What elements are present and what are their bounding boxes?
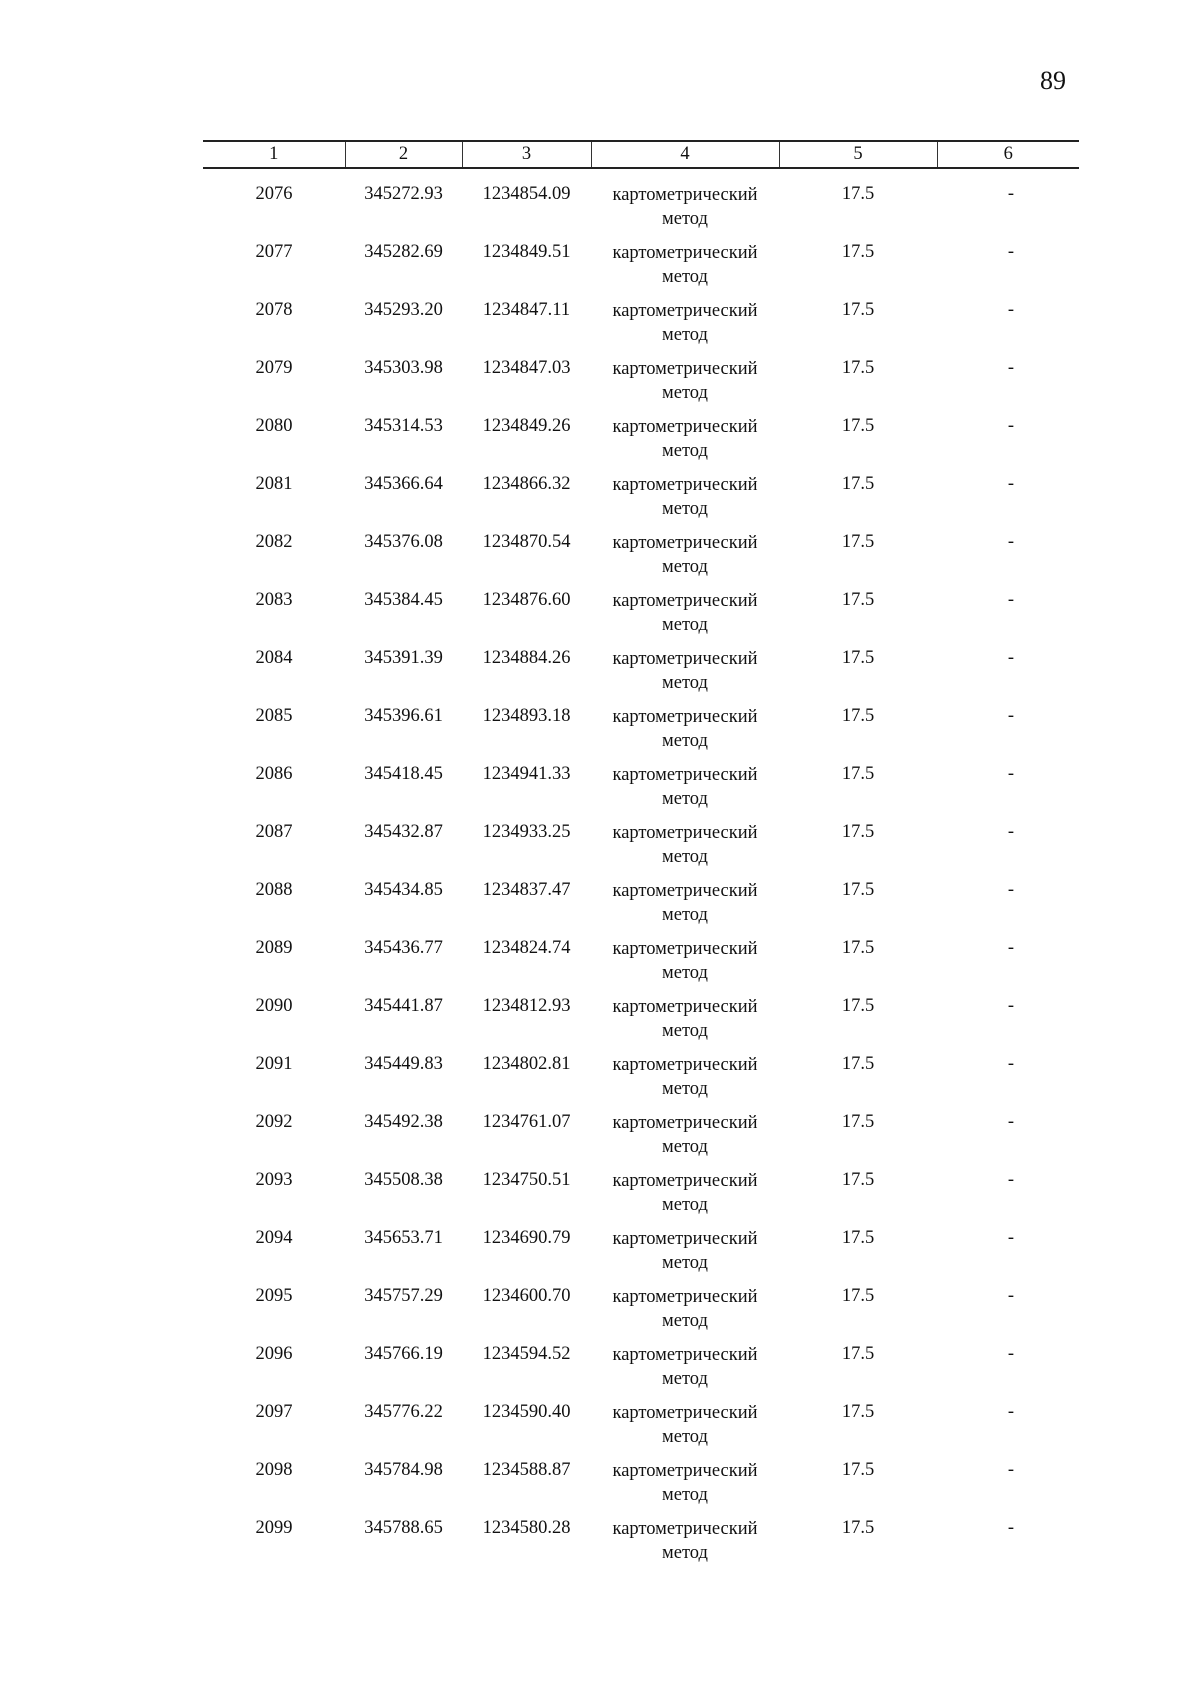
- accuracy-cell: 17.5: [841, 1518, 875, 1538]
- x-coordinate-cell: 345418.45: [364, 764, 443, 784]
- y-coordinate-cell: 1234824.74: [482, 938, 571, 958]
- method-cell: [591, 763, 779, 821]
- method-line-2: метод: [662, 267, 708, 287]
- method-cell: [591, 1517, 779, 1575]
- method-cell: [591, 1227, 779, 1285]
- method-line-1: картометрический: [612, 1171, 758, 1191]
- point-number-cell: 2085: [255, 706, 293, 726]
- x-coordinate-cell: 345432.87: [364, 822, 443, 842]
- method-cell: [591, 1343, 779, 1401]
- page-number: 89: [1040, 66, 1066, 95]
- point-number-cell: 2080: [255, 416, 293, 436]
- method-line-1: картометрический: [612, 301, 758, 321]
- point-number-cell: 2091: [255, 1054, 293, 1074]
- table-body: [203, 168, 1079, 1575]
- method-line-2: метод: [662, 1079, 708, 1099]
- note-cell: -: [1007, 1170, 1015, 1190]
- y-coordinate-cell: 1234849.26: [482, 416, 571, 436]
- method-cell: [591, 357, 779, 415]
- method-cell: [591, 705, 779, 763]
- y-coordinate-cell: 1234761.07: [482, 1112, 571, 1132]
- accuracy-cell: 17.5: [841, 1460, 875, 1480]
- y-coordinate-cell: 1234847.11: [482, 300, 571, 320]
- method-line-2: метод: [662, 383, 708, 403]
- method-line-1: картометрический: [612, 1345, 758, 1365]
- accuracy-cell: 17.5: [841, 1170, 875, 1190]
- method-cell: [591, 995, 779, 1053]
- method-line-2: метод: [662, 1311, 708, 1331]
- y-coordinate-cell: 1234837.47: [482, 880, 571, 900]
- accuracy-cell: 17.5: [841, 706, 875, 726]
- note-cell: -: [1007, 1402, 1015, 1422]
- y-coordinate-cell: 1234812.93: [482, 996, 571, 1016]
- method-line-1: картометрический: [612, 475, 758, 495]
- table-row: [203, 241, 1079, 299]
- point-number-cell: 2083: [255, 590, 293, 610]
- y-coordinate-cell: 1234854.09: [482, 184, 571, 204]
- accuracy-cell: 17.5: [841, 358, 875, 378]
- note-cell: -: [1007, 1054, 1015, 1074]
- x-coordinate-cell: 345757.29: [364, 1286, 443, 1306]
- note-cell: -: [1007, 300, 1015, 320]
- point-number-cell: 2076: [255, 184, 293, 204]
- accuracy-cell: 17.5: [841, 1286, 875, 1306]
- method-line-2: метод: [662, 499, 708, 519]
- point-number-cell: 2090: [255, 996, 293, 1016]
- point-number-cell: 2084: [255, 648, 293, 668]
- x-coordinate-cell: 345784.98: [364, 1460, 443, 1480]
- point-number-cell: 2088: [255, 880, 293, 900]
- method-line-2: метод: [662, 209, 708, 229]
- table-row: [203, 821, 1079, 879]
- method-line-1: картометрический: [612, 649, 758, 669]
- note-cell: -: [1007, 590, 1015, 610]
- column-header-6: 6: [937, 141, 1079, 168]
- x-coordinate-cell: 345449.83: [364, 1054, 443, 1074]
- method-cell: [591, 589, 779, 647]
- accuracy-cell: 17.5: [841, 242, 875, 262]
- method-line-1: картометрический: [612, 1055, 758, 1075]
- method-line-2: метод: [662, 847, 708, 867]
- method-line-2: метод: [662, 1137, 708, 1157]
- method-line-2: метод: [662, 789, 708, 809]
- accuracy-cell: 17.5: [841, 822, 875, 842]
- method-line-1: картометрический: [612, 939, 758, 959]
- note-cell: -: [1007, 648, 1015, 668]
- x-coordinate-cell: 345653.71: [364, 1228, 443, 1248]
- method-line-2: метод: [662, 557, 708, 577]
- table-row: [203, 1459, 1079, 1517]
- point-number-cell: 2087: [255, 822, 293, 842]
- method-line-2: метод: [662, 905, 708, 925]
- method-cell: [591, 531, 779, 589]
- note-cell: -: [1007, 880, 1015, 900]
- method-cell: [591, 937, 779, 995]
- table-row: [203, 1227, 1079, 1285]
- table-row: [203, 357, 1079, 415]
- method-line-2: метод: [662, 1253, 708, 1273]
- column-header-2: 2: [345, 141, 462, 168]
- accuracy-cell: 17.5: [841, 474, 875, 494]
- point-number-cell: 2098: [255, 1460, 293, 1480]
- x-coordinate-cell: 345766.19: [364, 1344, 443, 1364]
- point-number-cell: 2095: [255, 1286, 293, 1306]
- accuracy-cell: 17.5: [841, 648, 875, 668]
- x-coordinate-cell: 345366.64: [364, 474, 443, 494]
- table-row: [203, 589, 1079, 647]
- y-coordinate-cell: 1234933.25: [482, 822, 571, 842]
- y-coordinate-cell: 1234750.51: [482, 1170, 571, 1190]
- coordinates-table: [203, 140, 1079, 1575]
- accuracy-cell: 17.5: [841, 1228, 875, 1248]
- accuracy-cell: 17.5: [841, 416, 875, 436]
- point-number-cell: 2082: [255, 532, 293, 552]
- x-coordinate-cell: 345376.08: [364, 532, 443, 552]
- y-coordinate-cell: 1234588.87: [482, 1460, 571, 1480]
- method-line-2: метод: [662, 1369, 708, 1389]
- x-coordinate-cell: 345314.53: [364, 416, 443, 436]
- table-row: [203, 415, 1079, 473]
- method-line-2: метод: [662, 1021, 708, 1041]
- method-line-2: метод: [662, 325, 708, 345]
- point-number-cell: 2081: [255, 474, 293, 494]
- method-cell: [591, 168, 779, 241]
- note-cell: -: [1007, 184, 1015, 204]
- table-header: [203, 141, 1079, 168]
- method-cell: [591, 1053, 779, 1111]
- table-row: [203, 763, 1079, 821]
- accuracy-cell: 17.5: [841, 184, 875, 204]
- accuracy-cell: 17.5: [841, 532, 875, 552]
- y-coordinate-cell: 1234893.18: [482, 706, 571, 726]
- method-line-1: картометрический: [612, 1403, 758, 1423]
- method-cell: [591, 1285, 779, 1343]
- note-cell: -: [1007, 822, 1015, 842]
- x-coordinate-cell: 345492.38: [364, 1112, 443, 1132]
- method-line-2: метод: [662, 1195, 708, 1215]
- x-coordinate-cell: 345434.85: [364, 880, 443, 900]
- method-line-1: картометрический: [612, 1461, 758, 1481]
- table-row: [203, 705, 1079, 763]
- method-line-1: картометрический: [612, 823, 758, 843]
- y-coordinate-cell: 1234849.51: [482, 242, 571, 262]
- x-coordinate-cell: 345776.22: [364, 1402, 443, 1422]
- method-cell: [591, 821, 779, 879]
- method-line-2: метод: [662, 1485, 708, 1505]
- table-row: [203, 1401, 1079, 1459]
- table-row: [203, 531, 1079, 589]
- method-line-1: картометрический: [612, 533, 758, 553]
- method-cell: [591, 1111, 779, 1169]
- x-coordinate-cell: 345272.93: [364, 184, 443, 204]
- point-number-cell: 2096: [255, 1344, 293, 1364]
- table-row: [203, 473, 1079, 531]
- method-cell: [591, 473, 779, 531]
- note-cell: -: [1007, 996, 1015, 1016]
- accuracy-cell: 17.5: [841, 300, 875, 320]
- accuracy-cell: 17.5: [841, 1402, 875, 1422]
- note-cell: -: [1007, 1518, 1015, 1538]
- note-cell: -: [1007, 1228, 1015, 1248]
- method-cell: [591, 647, 779, 705]
- method-line-1: картометрический: [612, 881, 758, 901]
- method-line-1: картометрический: [612, 591, 758, 611]
- x-coordinate-cell: 345441.87: [364, 996, 443, 1016]
- accuracy-cell: 17.5: [841, 938, 875, 958]
- method-line-2: метод: [662, 731, 708, 751]
- method-cell: [591, 1169, 779, 1227]
- method-line-2: метод: [662, 1427, 708, 1447]
- column-header-4: 4: [591, 141, 779, 168]
- point-number-cell: 2078: [255, 300, 293, 320]
- method-line-1: картометрический: [612, 1287, 758, 1307]
- accuracy-cell: 17.5: [841, 1054, 875, 1074]
- note-cell: -: [1007, 764, 1015, 784]
- point-number-cell: 2079: [255, 358, 293, 378]
- accuracy-cell: 17.5: [841, 996, 875, 1016]
- table-row: [203, 1343, 1079, 1401]
- y-coordinate-cell: 1234884.26: [482, 648, 571, 668]
- method-cell: [591, 415, 779, 473]
- method-line-2: метод: [662, 963, 708, 983]
- method-line-1: картометрический: [612, 765, 758, 785]
- accuracy-cell: 17.5: [841, 1344, 875, 1364]
- method-line-1: картометрический: [612, 1113, 758, 1133]
- x-coordinate-cell: 345391.39: [364, 648, 443, 668]
- method-line-2: метод: [662, 673, 708, 693]
- point-number-cell: 2097: [255, 1402, 293, 1422]
- y-coordinate-cell: 1234941.33: [482, 764, 571, 784]
- table-row: [203, 879, 1079, 937]
- y-coordinate-cell: 1234847.03: [482, 358, 571, 378]
- y-coordinate-cell: 1234802.81: [482, 1054, 571, 1074]
- method-cell: [591, 1401, 779, 1459]
- note-cell: -: [1007, 1460, 1015, 1480]
- accuracy-cell: 17.5: [841, 590, 875, 610]
- point-number-cell: 2093: [255, 1170, 293, 1190]
- accuracy-cell: 17.5: [841, 764, 875, 784]
- table-row: [203, 1285, 1079, 1343]
- x-coordinate-cell: 345384.45: [364, 590, 443, 610]
- accuracy-cell: 17.5: [841, 880, 875, 900]
- y-coordinate-cell: 1234690.79: [482, 1228, 571, 1248]
- point-number-cell: 2094: [255, 1228, 293, 1248]
- method-line-1: картометрический: [612, 243, 758, 263]
- method-line-1: картометрический: [612, 359, 758, 379]
- note-cell: -: [1007, 1344, 1015, 1364]
- point-number-cell: 2077: [255, 242, 293, 262]
- point-number-cell: 2099: [255, 1518, 293, 1538]
- table-row: [203, 995, 1079, 1053]
- note-cell: -: [1007, 938, 1015, 958]
- column-header-5: 5: [779, 141, 937, 168]
- method-line-2: метод: [662, 1543, 708, 1563]
- method-line-1: картометрический: [612, 997, 758, 1017]
- x-coordinate-cell: 345396.61: [364, 706, 443, 726]
- note-cell: -: [1007, 706, 1015, 726]
- y-coordinate-cell: 1234876.60: [482, 590, 571, 610]
- table-row: [203, 1111, 1079, 1169]
- note-cell: -: [1007, 242, 1015, 262]
- x-coordinate-cell: 345293.20: [364, 300, 443, 320]
- method-line-1: картометрический: [612, 417, 758, 437]
- table-row: [203, 299, 1079, 357]
- table-row: [203, 647, 1079, 705]
- method-line-1: картометрический: [612, 1229, 758, 1249]
- note-cell: -: [1007, 416, 1015, 436]
- method-line-2: метод: [662, 441, 708, 461]
- method-line-1: картометрический: [612, 1519, 758, 1539]
- method-cell: [591, 879, 779, 937]
- x-coordinate-cell: 345303.98: [364, 358, 443, 378]
- accuracy-cell: 17.5: [841, 1112, 875, 1132]
- column-header-3: 3: [462, 141, 591, 168]
- table-row: [203, 1169, 1079, 1227]
- table-row: [203, 1053, 1079, 1111]
- y-coordinate-cell: 1234580.28: [482, 1518, 571, 1538]
- y-coordinate-cell: 1234594.52: [482, 1344, 571, 1364]
- table-row: [203, 937, 1079, 995]
- note-cell: -: [1007, 1112, 1015, 1132]
- y-coordinate-cell: 1234866.32: [482, 474, 571, 494]
- y-coordinate-cell: 1234600.70: [482, 1286, 571, 1306]
- point-number-cell: 2092: [255, 1112, 293, 1132]
- note-cell: -: [1007, 358, 1015, 378]
- method-line-2: метод: [662, 615, 708, 635]
- table-row: [203, 1517, 1079, 1575]
- note-cell: -: [1007, 474, 1015, 494]
- table-row: [203, 168, 1079, 241]
- x-coordinate-cell: 345436.77: [364, 938, 443, 958]
- note-cell: -: [1007, 1286, 1015, 1306]
- x-coordinate-cell: 345788.65: [364, 1518, 443, 1538]
- header-row: [203, 141, 1079, 168]
- note-cell: -: [1007, 532, 1015, 552]
- point-number-cell: 2086: [255, 764, 293, 784]
- method-cell: [591, 1459, 779, 1517]
- method-cell: [591, 241, 779, 299]
- x-coordinate-cell: 345508.38: [364, 1170, 443, 1190]
- method-cell: [591, 299, 779, 357]
- y-coordinate-cell: 1234870.54: [482, 532, 571, 552]
- x-coordinate-cell: 345282.69: [364, 242, 443, 262]
- column-header-1: 1: [203, 141, 345, 168]
- method-line-1: картометрический: [612, 185, 758, 205]
- y-coordinate-cell: 1234590.40: [482, 1402, 571, 1422]
- point-number-cell: 2089: [255, 938, 293, 958]
- method-line-1: картометрический: [612, 707, 758, 727]
